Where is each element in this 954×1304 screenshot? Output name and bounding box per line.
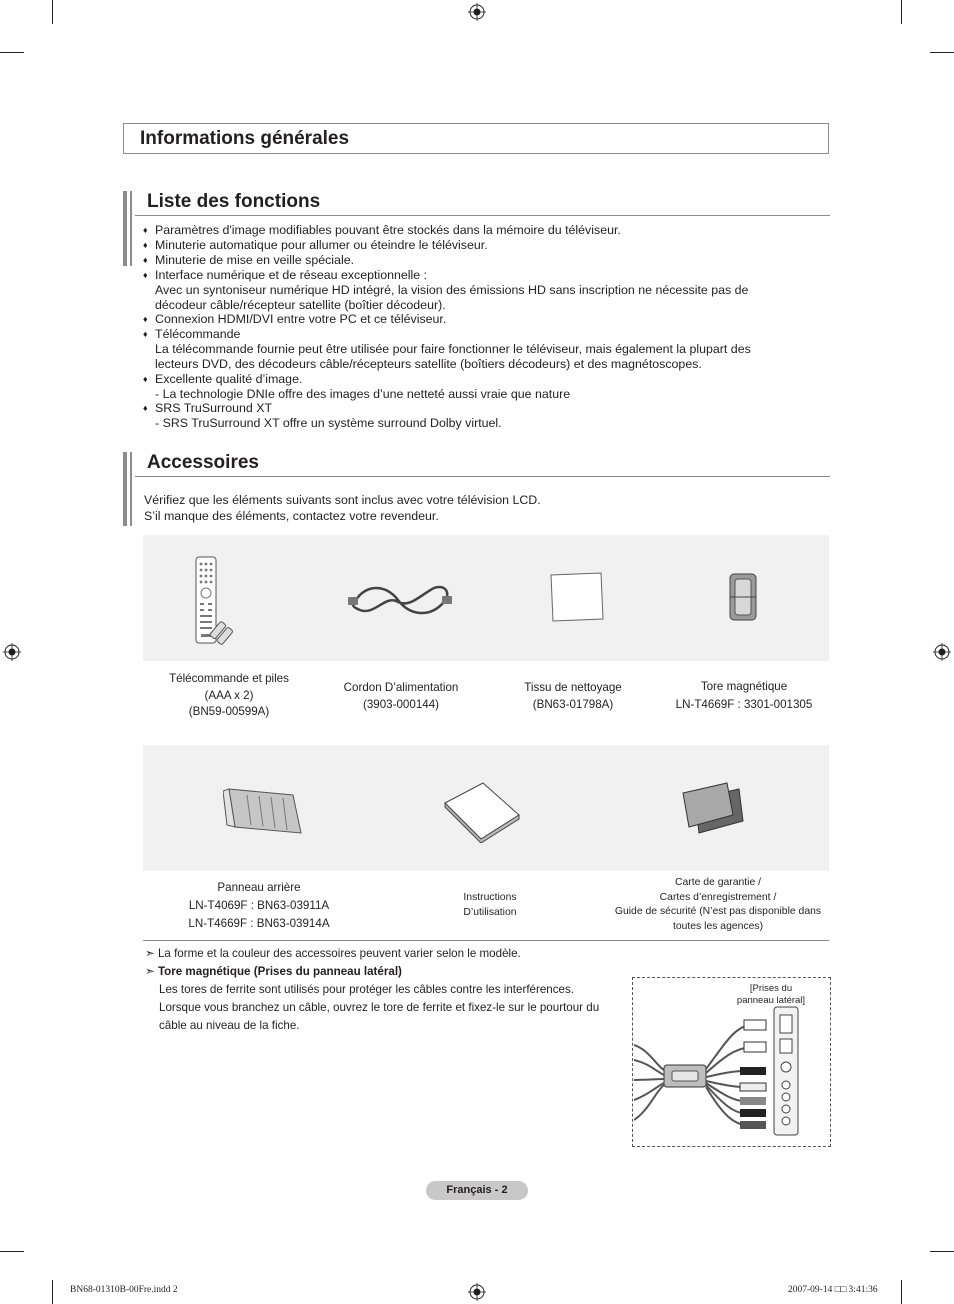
bullet-icon: ♦	[143, 374, 148, 384]
page-title: Informations générales	[140, 128, 350, 149]
list-item: ♦ SRS TruSurround XT - SRS TruSurround XT offre un système surround Dolby virtuel.	[143, 401, 502, 430]
section-bar	[130, 452, 132, 526]
divider	[143, 940, 829, 941]
arrow-icon: ➣	[145, 965, 155, 978]
crop-mark	[930, 52, 954, 53]
ferrite-cable-illustration-icon	[634, 1005, 829, 1145]
bullet-icon: ♦	[143, 240, 148, 250]
manual-icon	[443, 781, 521, 843]
section-bar	[123, 452, 127, 526]
section-bar	[123, 191, 127, 266]
list-item: ♦ Télécommande La télécommande fournie peut être utilisée pour faire fonctionner le téléviseur, mais également la plupart des lecteurs DVD, des décodeurs câble/récepteurs satellite (boîtiers décodeurs) et des magnétoscopes.	[143, 327, 751, 371]
arrow-icon: ➣	[145, 947, 155, 960]
accessory-caption-manual: Instructions D’utilisation	[463, 892, 517, 918]
section-title-accessories: Accessoires	[147, 452, 259, 473]
accessories-image-panel	[143, 745, 829, 871]
crop-mark	[0, 1251, 24, 1252]
list-item: ♦ Connexion HDMI/DVI entre votre PC et ce téléviseur.	[143, 312, 447, 326]
crop-mark	[0, 52, 24, 53]
accessory-caption-power-cord: Cordon D’alimentation (3903-000144)	[343, 681, 459, 711]
accessory-caption-back-panel: Panneau arrière LN-T4069F : BN63-03911A LN-T4669F : BN63-03914A	[188, 881, 330, 930]
note-ferrite-body: Les tores de ferrite sont utilisés pour protéger les câbles contre les interférences. Lorsque vous branchez un câble, ouvrez le tore de ferrite et fixez-le sur le pourtour du câble au niveau de la fiche.	[159, 983, 600, 1032]
power-cord-icon	[348, 580, 454, 622]
back-panel-icon	[223, 785, 303, 835]
bullet-icon: ♦	[143, 314, 148, 324]
crop-mark	[52, 0, 53, 24]
accessory-caption-remote: Télécommande et piles (AAA x 2) (BN59-00599A)	[169, 672, 289, 718]
accessories-image-panel	[143, 535, 829, 661]
warranty-card-icon	[681, 781, 745, 835]
print-date: 2007-09-14 □□ 3:41:36	[788, 1285, 878, 1295]
section-bar	[130, 191, 132, 266]
crop-mark	[930, 1251, 954, 1252]
bullet-icon: ♦	[143, 225, 148, 235]
file-name: BN68-01310B-00Fre.indd 2	[70, 1285, 178, 1295]
page-number-badge: Français - 2	[426, 1181, 528, 1200]
crop-mark	[52, 1280, 53, 1304]
list-item: ♦ Minuterie automatique pour allumer ou éteindre le téléviseur.	[143, 238, 488, 252]
accessories-intro: Vérifiez que les éléments suivants sont inclus avec votre télévision LCD. S’il manque des éléments, contactez votre revendeur.	[144, 493, 541, 523]
bullet-icon: ♦	[143, 270, 148, 280]
list-item: ♦ Interface numérique et de réseau exceptionnelle : Avec un syntoniseur numérique HD intégré, la vision des émissions HD sans inscription ne nécessite pas de décodeur câble/récepteur satellite (boîtier décodeur).	[143, 268, 749, 312]
ferrite-core-icon	[727, 571, 759, 623]
section-rule	[135, 215, 830, 216]
diagram-label: [Prises du panneau latéral]	[736, 983, 806, 1006]
section-rule	[135, 476, 830, 477]
registration-mark-icon	[468, 3, 486, 21]
registration-mark-icon	[468, 1283, 486, 1301]
note-shape-color: ➣ La forme et la couleur des accessoires peuvent varier selon le modèle.	[145, 947, 521, 960]
section-title-features: Liste des fonctions	[147, 191, 321, 212]
list-item: ♦ Excellente qualité d’image. - La technologie DNIe offre des images d’une netteté aussi vraie que nature	[143, 372, 571, 401]
list-item: ♦ Minuterie de mise en veille spéciale.	[143, 253, 355, 267]
note-ferrite-title: ➣ Tore magnétique (Prises du panneau latéral)	[145, 965, 402, 978]
remote-control-icon	[191, 555, 247, 647]
cleaning-cloth-icon	[547, 571, 605, 623]
bullet-icon: ♦	[143, 329, 148, 339]
accessory-caption-ferrite: Tore magnétique LN-T4669F : 3301-001305	[675, 680, 813, 711]
bullet-icon: ♦	[143, 403, 148, 413]
accessory-caption-cloth: Tissu de nettoyage (BN63-01798A)	[524, 681, 622, 711]
list-item: ♦ Paramètres d'image modifiables pouvant être stockés dans la mémoire du téléviseur.	[143, 223, 621, 237]
accessory-caption-warranty: Carte de garantie / Cartes d’enregistrement / Guide de sécurité (N’est pas disponible dans toutes les agences)	[614, 877, 822, 932]
crop-mark	[901, 1280, 902, 1304]
crop-mark	[901, 0, 902, 24]
registration-mark-icon	[933, 643, 951, 661]
bullet-icon: ♦	[143, 255, 148, 265]
registration-mark-icon	[3, 643, 21, 661]
